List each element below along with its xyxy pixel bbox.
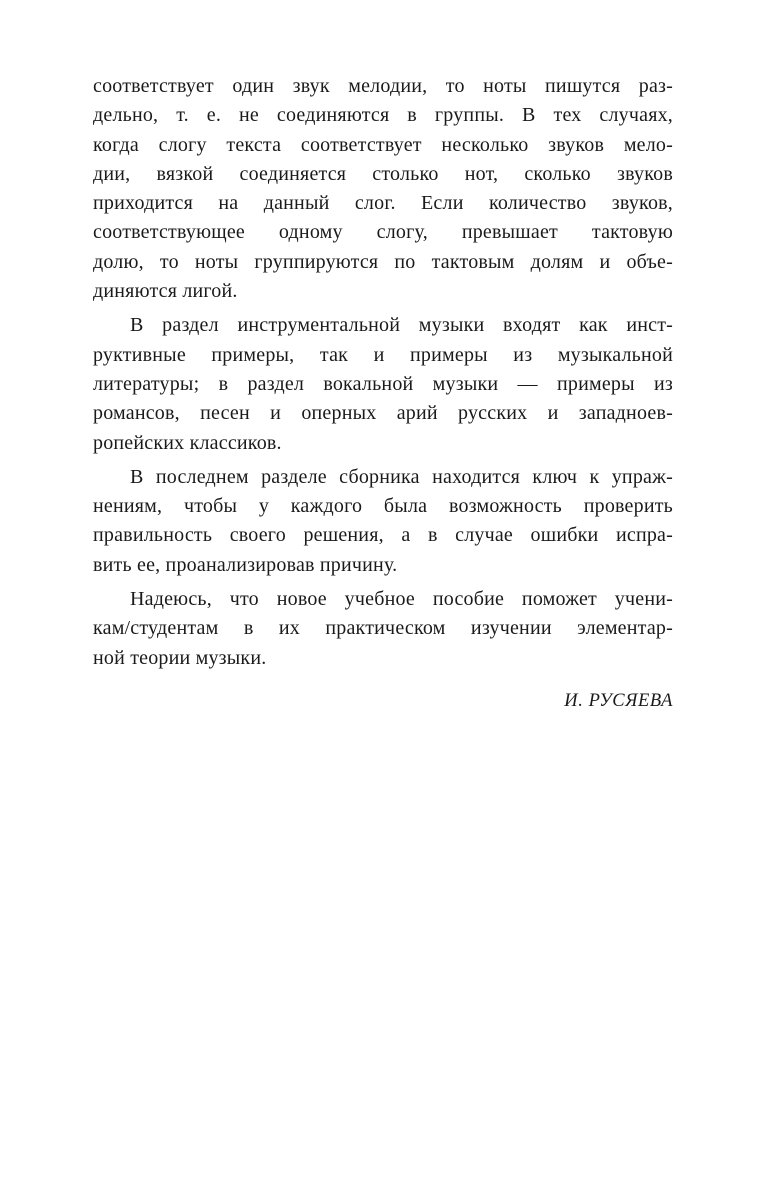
author-signature: И. РУСЯЕВА <box>564 690 673 711</box>
text-line: ной теории музыки. <box>93 646 267 669</box>
text-line: руктивные примеры, так и примеры из музыкальной <box>93 343 673 366</box>
text-line: приходится на данный слог. Если количество звуков, <box>93 192 673 215</box>
text-line: соответствующее одному слогу, превышает тактовую <box>93 221 673 244</box>
text-line: долю, то ноты группируются по тактовым долям и объе- <box>93 250 673 273</box>
page-body <box>93 72 673 713</box>
text-line: кам/студентам в их практическом изучении элементар- <box>93 617 673 640</box>
text-line: диняются лигой. <box>93 280 238 303</box>
paragraph-3 <box>93 463 673 580</box>
text-line: В раздел инструментальной музыки входят как инст- <box>130 314 673 337</box>
text-line: вить ее, проанализировав причину. <box>93 553 398 576</box>
text-line: ропейских классиков. <box>93 431 282 454</box>
text-line: когда слогу текста соответствует несколько звуков мело- <box>93 133 673 156</box>
text-line: нениям, чтобы у каждого была возможность проверить <box>93 495 673 518</box>
text-line: Надеюсь, что новое учебное пособие поможет учени- <box>130 588 673 611</box>
text-line: В последнем разделе сборника находится ключ к упраж- <box>130 465 673 488</box>
paragraph-4 <box>93 585 673 673</box>
text-line: дельно, т. е. не соединяются в группы. В тех случаях, <box>93 104 673 127</box>
text-line: литературы; в раздел вокальной музыки — примеры из <box>93 372 673 395</box>
text-line: дии, вязкой соединяется столько нот, сколько звуков <box>93 162 673 185</box>
paragraph-1 <box>93 72 673 306</box>
text-line: романсов, песен и оперных арий русских и западноев- <box>93 402 673 425</box>
text-line: правильность своего решения, а в случае ошибки испра- <box>93 524 673 547</box>
text-line: соответствует один звук мелодии, то ноты пишутся раз- <box>93 75 673 97</box>
paragraph-2 <box>93 311 673 457</box>
